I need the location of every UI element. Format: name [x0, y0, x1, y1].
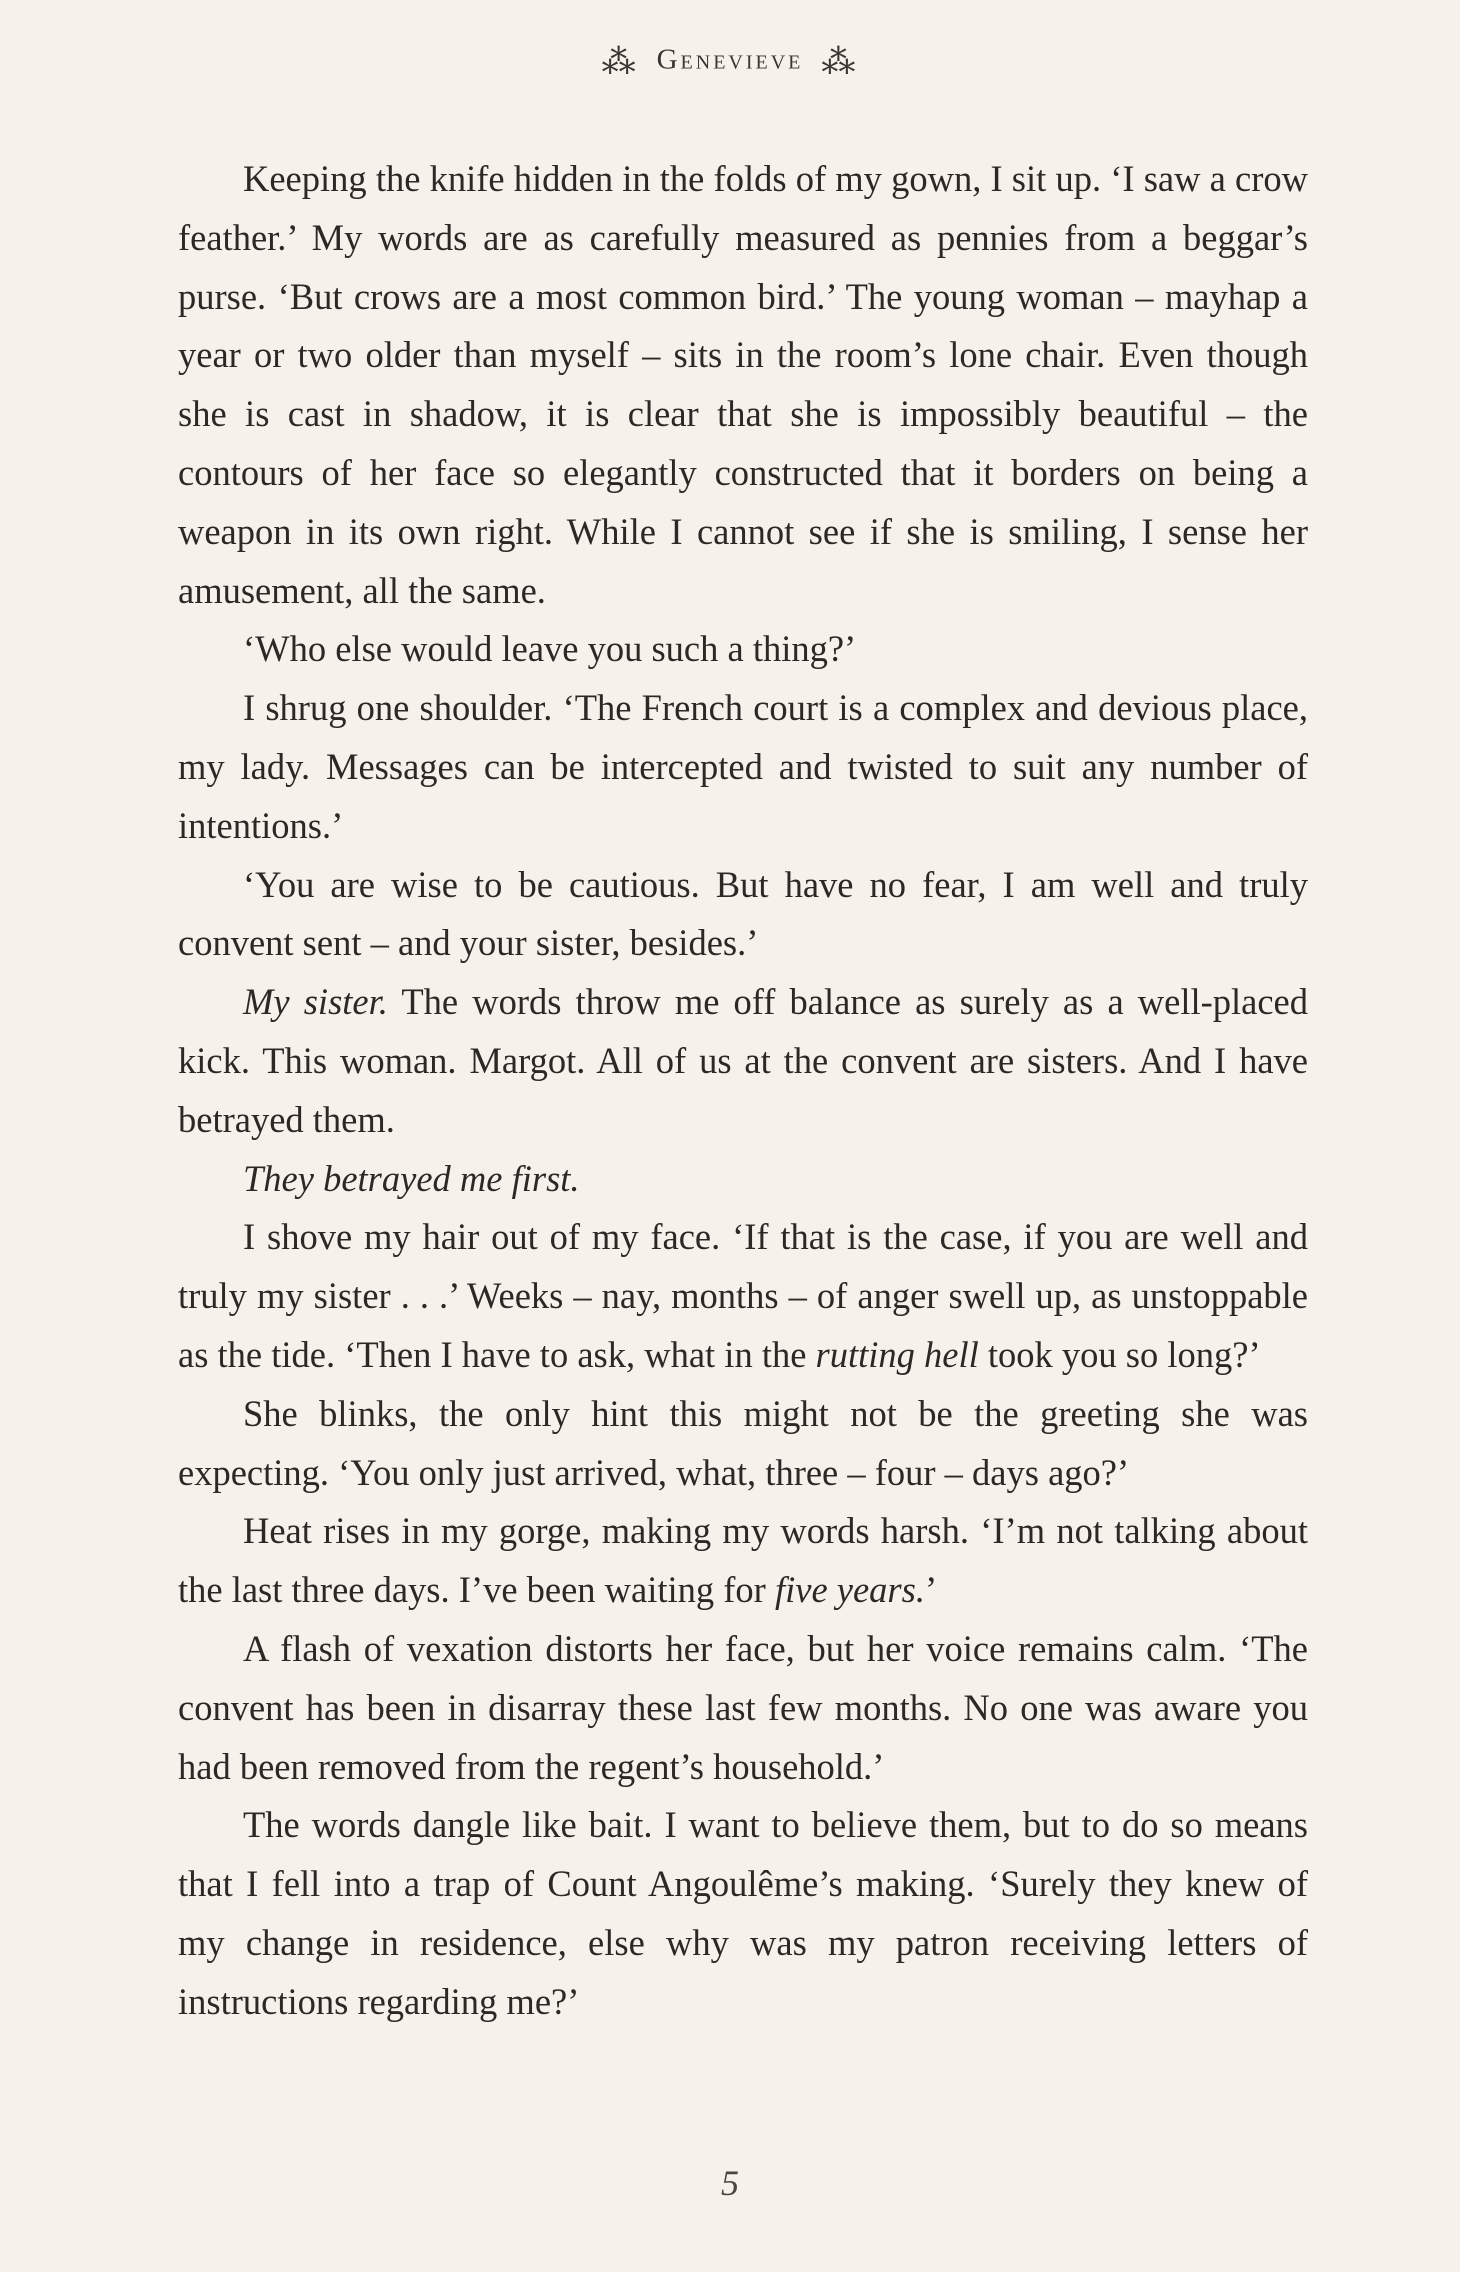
paragraph — [178, 1208, 1308, 1384]
paragraph: She blinks, the only hint this might not be the greeting she was expecting. ‘You only just arrived, what, three – four – days ago?’ — [178, 1392, 1308, 1493]
italic-phrase: My sister. — [243, 981, 388, 1023]
paragraph: Keeping the knife hidden in the folds of my gown, I sit up. ‘I saw a crow feather.’ My words are as carefully measured as pennies from a beggar’s purse. ‘But crows are a most common bird.’ The young woman – mayhap a year or two older than myself – sits in the room’s lone chair. Even though she is cast in shadow, it is clear that she is impossibly beautiful – the contours of her face so elegantly constructed that it borders on being a weapon in its own right. While I cannot see if she is smiling, I sense her amusement, all the same. — [178, 158, 1308, 611]
body-text — [178, 150, 1308, 2032]
paragraph: A flash of vexation distorts her face, but her voice remains calm. ‘The convent has been in disarray these last few months. No one was aware you had been removed from the regent’s household.’ — [178, 1627, 1308, 1787]
italic-phrase: rutting hell — [815, 1333, 979, 1375]
paragraph: I shrug one shoulder. ‘The French court is a complex and devious place, my lady. Messages can be intercepted and twisted to suit any number of intentions.’ — [178, 687, 1308, 846]
paragraph-text: ’ — [924, 1569, 938, 1611]
italic-thought: They betrayed me first. — [243, 1157, 580, 1199]
ornament-right-icon: ⁂ — [821, 44, 859, 81]
paragraph — [178, 973, 1308, 1149]
paragraph — [178, 1150, 1308, 1209]
paragraph-text: Heat rises in my gorge, making my words harsh. ‘I’m not talking about the last three days. I’ve been waiting for — [178, 1510, 1308, 1611]
paragraph-text: took you so long?’ — [978, 1333, 1261, 1375]
page-number: 5 — [721, 2163, 739, 2203]
ornament-left-icon: ⁂ — [601, 44, 639, 81]
paragraph: The words dangle like bait. I want to believe them, but to do so means that I fell into a trap of Count Angoulême’s making. ‘Surely they knew of my change in residence, else why was my patron receiving letters of instructions regarding me?’ — [178, 1804, 1308, 2022]
running-header — [0, 42, 1460, 82]
paragraph: ‘You are wise to be cautious. But have no fear, I am well and truly convent sent – and your sister, besides.’ — [178, 863, 1308, 964]
paragraph-text: I shove my hair out of my face. ‘If that is the case, if you are well and truly my sister . . .’ Weeks – nay, months – of anger swell up, as unstoppable as the tide. ‘Then I have to ask, what in the — [178, 1216, 1308, 1375]
italic-phrase: five years. — [774, 1569, 925, 1611]
paragraph-text: The words throw me off balance as surely as a well-placed kick. This woman. Margot. All of us at the convent are sisters. And I have betrayed them. — [178, 981, 1309, 1140]
paragraph: ‘Who else would leave you such a thing?’ — [243, 628, 857, 670]
paragraph — [178, 1502, 1308, 1620]
chapter-title: Genevieve — [656, 43, 804, 76]
